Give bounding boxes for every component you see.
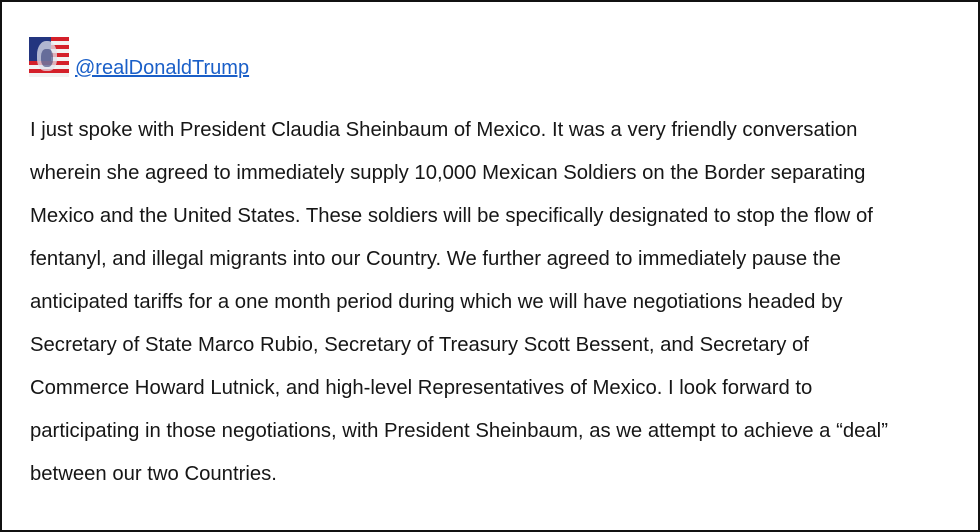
- post-body-line: wherein she agreed to immediately supply 10,000 Mexican Soldiers on the Border separating: [30, 162, 866, 184]
- author-handle-link[interactable]: @realDonaldTrump: [75, 57, 250, 79]
- post-body-line: participating in those negotiations, with President Sheinbaum, as we attempt to achieve a “deal”: [30, 420, 888, 442]
- post-body-line: Commerce Howard Lutnick, and high-level Representatives of Mexico. I look forward to: [30, 377, 813, 399]
- post-body-line: Mexico and the United States. These soldiers will be specifically designated to stop the flow of: [30, 205, 873, 227]
- post-header: [29, 33, 249, 77]
- post-body-line: I just spoke with President Claudia Sheinbaum of Mexico. It was a very friendly conversation: [30, 119, 858, 141]
- post-body-line: Secretary of State Marco Rubio, Secretary of Treasury Scott Bessent, and Secretary of: [30, 334, 809, 356]
- post-body: [30, 109, 965, 496]
- flag-stripe: [29, 73, 69, 77]
- post-body-line: anticipated tariffs for a one month period during which we will have negotiations headed by: [30, 291, 843, 313]
- avatar[interactable]: [29, 37, 69, 77]
- post-body-line: between our two Countries.: [30, 463, 277, 485]
- post-body-line: fentanyl, and illegal migrants into our Country. We further agreed to immediately pause the: [30, 248, 841, 270]
- portrait-shadow: [41, 49, 53, 67]
